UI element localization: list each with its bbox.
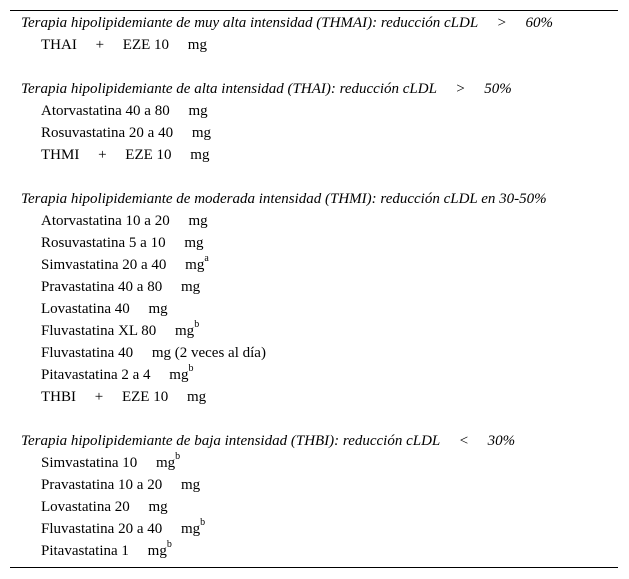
list-item: Pitavastatina 1 $mg^b$ xyxy=(41,539,172,559)
list-item: Fluvastatina 40 mg (2 veces al día) xyxy=(41,345,266,361)
section-heading-moderate: Terapia hipolipidemiante de moderada intensidad (THMI): reducción cLDL en 30-50% xyxy=(21,191,547,207)
list-item: Fluvastatina XL 80 $mg^b$ xyxy=(41,319,200,339)
list-item: Pravastatina 40 a 80 mg xyxy=(41,279,201,295)
list-item: Atorvastatina 40 a 80 mg xyxy=(41,103,208,119)
section-heading-low: Terapia hipolipidemiante de baja intensidad (THBI): reducción cLDL < 30% xyxy=(21,433,516,449)
list-item: Lovastatina 40 mg xyxy=(41,301,168,317)
list-item: THAI + EZE 10 mg xyxy=(41,37,207,53)
list-item: Pravastatina 10 a 20 mg xyxy=(41,477,201,493)
list-item: Pitavastatina 2 a 4 $mg^b$ xyxy=(41,363,194,383)
list-item: Lovastatina 20 mg xyxy=(41,499,168,515)
list-item: Atorvastatina 10 a 20 mg xyxy=(41,213,208,229)
list-item: THMI + EZE 10 mg xyxy=(41,147,210,163)
list-item: Rosuvastatina 5 a 10 mg xyxy=(41,235,204,251)
list-item: Simvastatina 10 $mg^b$ xyxy=(41,451,181,471)
section-heading-high: Terapia hipolipidemiante de alta intensidad (THAI): reducción cLDL > 50% xyxy=(21,81,512,97)
list-item: Rosuvastatina 20 a 40 mg xyxy=(41,125,211,141)
statin-intensity-table xyxy=(10,10,618,568)
list-item: Simvastatina 20 a 40 $mg^a$ xyxy=(41,253,209,273)
section-heading-very-high: Terapia hipolipidemiante de muy alta intensidad (THMAI): reducción cLDL > 60% xyxy=(21,15,554,31)
list-item: Fluvastatina 20 a 40 $mg^b$ xyxy=(41,517,206,537)
list-item: THBI + EZE 10 mg xyxy=(41,389,207,405)
